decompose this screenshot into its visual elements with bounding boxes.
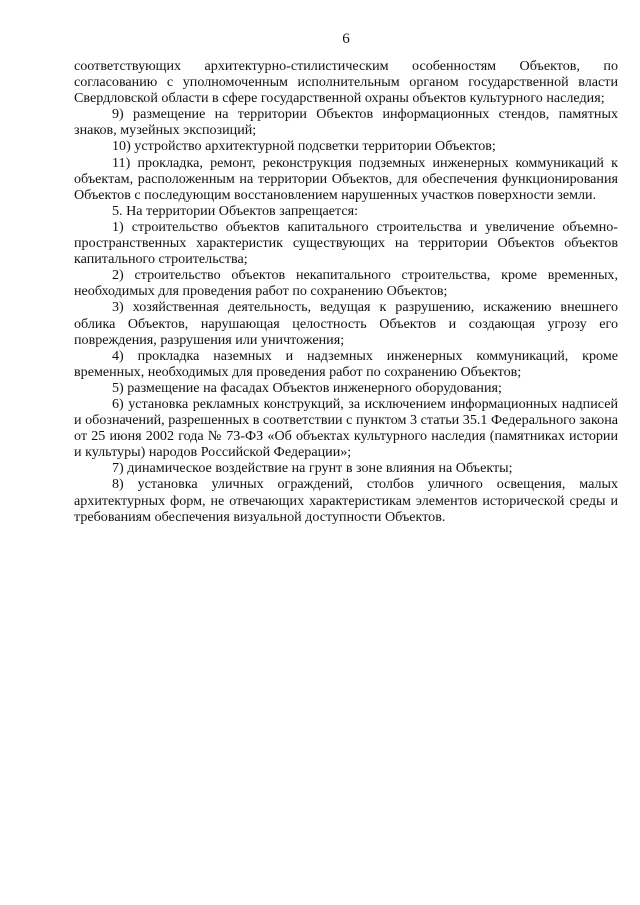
prohibition-item-4: 4) прокладка наземных и надземных инженерных коммуникаций, кроме временных, необходимых для проведения работ по сохранению Объектов;: [74, 347, 618, 380]
prohibition-item-2: 2) строительство объектов некапитального строительства, кроме временных, необходимых для проведения работ по сохранению Объектов;: [74, 267, 618, 300]
list-item-9: 9) размещение на территории Объектов информационных стендов, памятных знаков, музейных экспозиций;: [74, 106, 618, 139]
prohibition-item-6: 6) установка рекламных конструкций, за исключением информационных надписей и обозначений, разрешенных в соответствии с пунктом 3 статьи 35.1 Федерального закона от 25 июня 2002 года № 73-ФЗ «Об объектах культурного наследия (памятниках истории и культуры) народов Российской Федерации»;: [74, 395, 618, 461]
document-body: [74, 58, 618, 525]
prohibition-item-3: 3) хозяйственная деятельность, ведущая к разрушению, искажению внешнего облика Объектов, нарушающая целостность Объектов и создающая угрозу его повреждения, разрушения или уничтожения;: [74, 299, 618, 348]
prohibition-item-7: 7) динамическое воздействие на грунт в зоне влияния на Объекты;: [112, 460, 513, 477]
page-number: 6: [342, 31, 350, 47]
list-item-10: 10) устройство архитектурной подсветки территории Объектов;: [112, 138, 496, 155]
list-item-11: 11) прокладка, ремонт, реконструкция подземных инженерных коммуникаций к объектам, расположенным на территории Объектов, для обеспечения функционирования Объектов с последующим восстановлением нарушенных участков поверхности земли.: [74, 154, 618, 203]
section-heading-5: 5. На территории Объектов запрещается:: [112, 202, 359, 219]
prohibition-item-1: 1) строительство объектов капитального строительства и увеличение объемно-пространственных характеристик существующих на территории Объектов объектов капитального строительства;: [74, 218, 618, 268]
paragraph-continuation: соответствующих архитектурно-стилистическим особенностям Объектов, по согласованию с уполномоченным исполнительным органом государственной власти Свердловской области в сфере государственной охраны объектов культурного наследия;: [74, 58, 618, 107]
prohibition-item-5: 5) размещение на фасадах Объектов инженерного оборудования;: [112, 379, 502, 396]
prohibition-item-8: 8) установка уличных ограждений, столбов уличного освещения, малых архитектурных форм, не отвечающих характеристикам элементов исторической среды и требованиям обеспечения визуальной доступности Объектов.: [74, 476, 618, 525]
